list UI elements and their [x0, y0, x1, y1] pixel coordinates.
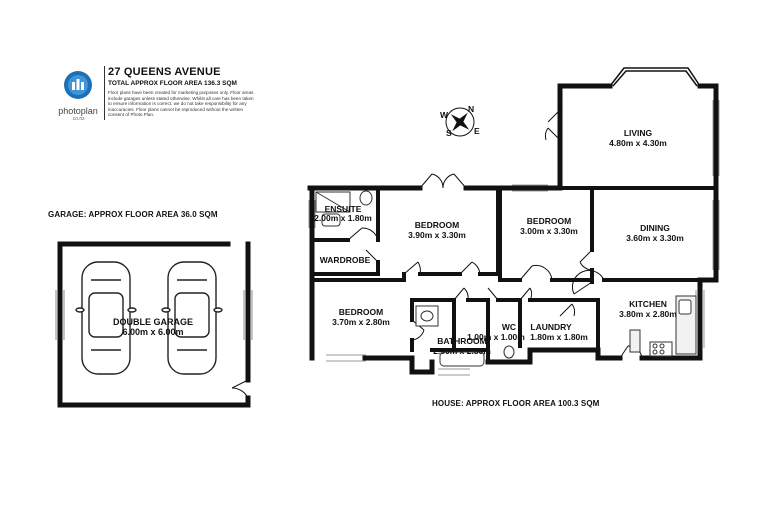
garage-area-note: GARAGE: APPROX FLOOR AREA 36.0 SQM	[48, 210, 218, 219]
compass-icon	[440, 104, 480, 138]
total-area: TOTAL APPROX FLOOR AREA 136.3 SQM	[108, 80, 237, 87]
garage-size: 6.00m x 6.00m	[122, 327, 184, 337]
laundry-size: 1.80m x 1.80m	[530, 332, 588, 342]
bathroom-name: BATHROOM	[437, 336, 487, 346]
bedroom2-name: BEDROOM	[526, 216, 572, 226]
compass-n: N	[468, 104, 475, 114]
logo-domain: .co.nz	[71, 116, 85, 122]
kitchen-size: 3.80m x 2.80m	[619, 309, 677, 319]
bedroom3-name: BEDROOM	[338, 307, 384, 317]
bathroom-size: 2.50m x 2.30m	[433, 346, 491, 356]
kitchen-sink-icon	[679, 300, 691, 314]
bedroom1-name: BEDROOM	[414, 220, 460, 230]
bedroom3-size: 3.70m x 2.80m	[332, 317, 390, 327]
kitchen-name: KITCHEN	[629, 299, 667, 309]
wc-name: WC	[501, 322, 517, 332]
garage-name: DOUBLE GARAGE	[112, 317, 194, 327]
disclaimer: Floor plans have been created for marketing purposes only. Floor areas include garages unless stated otherwise. Whilst all care has been taken to ensure information is correct, we do not take responsibility for any inaccuracies. Floor plans cannot be reproduced without the written consent of Photo Plan.	[108, 90, 254, 118]
address-title: 27 QUEENS AVENUE	[108, 66, 221, 78]
ensuite-size: 2.00m x 1.80m	[314, 213, 372, 223]
ensuite-toilet-icon	[360, 191, 372, 205]
ensuite-name: ENSUITE	[324, 204, 362, 214]
compass-w: W	[440, 110, 449, 120]
compass-s: S	[446, 128, 452, 138]
laundry-name: LAUNDRY	[530, 322, 572, 332]
dining-size: 3.60m x 3.30m	[626, 233, 684, 243]
bedroom1-size: 3.90m x 3.30m	[408, 230, 466, 240]
wc-size: 1.00m x 1.00m	[467, 332, 525, 342]
wc-toilet-icon	[504, 346, 514, 358]
house-area-note: HOUSE: APPROX FLOOR AREA 100.3 SQM	[432, 399, 600, 408]
dining-name: DINING	[640, 223, 670, 233]
compass-e: E	[474, 126, 480, 136]
living-name: LIVING	[623, 128, 653, 138]
living-bay-window	[610, 68, 700, 86]
garage-door	[232, 380, 248, 398]
logo-brand: photoplan	[58, 106, 98, 116]
wardrobe-name: WARDROBE	[319, 255, 371, 265]
living-size: 4.80m x 4.30m	[609, 138, 667, 148]
bedroom2-size: 3.00m x 3.30m	[520, 226, 578, 236]
